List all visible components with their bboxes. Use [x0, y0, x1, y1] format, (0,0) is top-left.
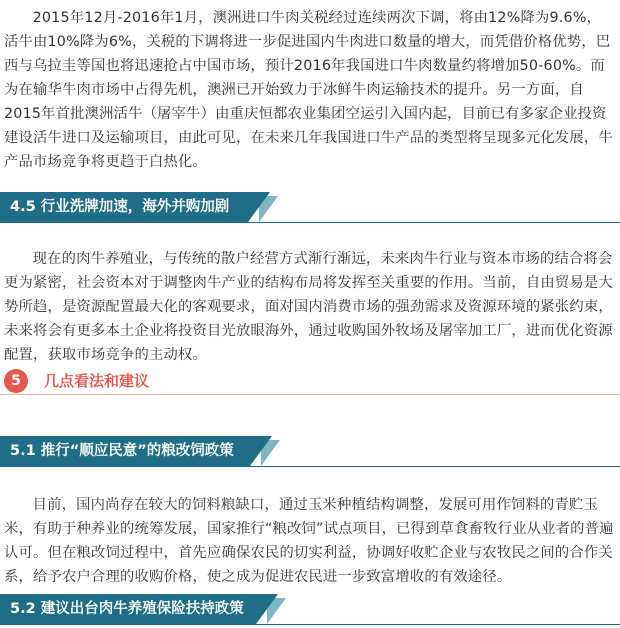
- tab-arrow: [250, 436, 272, 466]
- paragraph-grain-to-feed: 目前，国内尚存在较大的饲料粮缺口，通过玉米种植结构调整，发展可用作饲料的青贮玉米，有助于种养业的统筹发展，国家推行“粮改饲”试点项目，已得到草食畜牧行业从业者的普遍认可。但在粮改饲过程中，首先应确保农民的切实利益，协调好收贮企业与农牧民之间的合作关系，给予农户合理的收购价格，使之成为促进农民进一步致富增收的有效途径。: [4, 497, 614, 585]
- tab-arrow: [256, 594, 278, 624]
- heading-5-2: 5.2 建议出台肉牛养殖保险扶持政策: [10, 601, 244, 617]
- heading-tab: [0, 594, 256, 624]
- heading-bar-5-1: [0, 436, 620, 467]
- section-5-title: 几点看法和建议: [44, 372, 150, 390]
- heading-bar-4-5: [0, 192, 620, 223]
- section-number-badge: 5: [4, 369, 28, 393]
- section-5-header: [0, 367, 620, 395]
- paragraph-industry-reshuffle: 现在的肉牛养殖业，与传统的散户经营方式渐行渐远，未来肉牛行业与资本市场的结合将会更为紧密，社会资本对于调整肉牛产业的结构布局将发挥至关重要的作用。当前，自由贸易是大势所趋，是资源配置最大化的客观要求，面对国内消费市场的强劲需求及资源环境的紧张约束，未来将会有更多本土企业将投资目光放眼海外，通过收购国外牧场及屠宰加工厂，进而优化资源配置，获取市场竞争的主动权。: [4, 251, 613, 363]
- section-divider: [0, 394, 620, 395]
- tab-arrow: [248, 192, 270, 222]
- heading-4-5: 4.5 行业洗牌加速，海外并购加剧: [10, 199, 230, 215]
- heading-5-1: 5.1 推行“顺应民意”的粮改饲政策: [10, 443, 234, 459]
- heading-bar-5-2: [0, 594, 620, 625]
- paragraph-beef-import: 2015年12月-2016年1月，澳洲进口牛肉关税经过连续两次下调，将由12%降为9.6%， 活牛由10%降为6%，关税的下调将进一步促进国内牛肉进口数量的增大，而凭借价格优势，巴西与乌拉圭等国也将迅速抢占中国市场，预计2016年我国进口牛肉数量约将增加50-60%。而为在输华牛肉市场中占得先机，澳洲已开始致力于冰鲜牛肉运输技术的提升。另一方面，自2015年首批澳洲活牛（屠宰牛）由重庆恒都农业集团空运引入国内起，目前已有多家企业投资建设活牛进口及运输项目，由此可见，在未来几年我国进口牛产品的类型将呈现多元化发展，牛产品市场竞争将更趋于白热化。: [4, 10, 613, 170]
- heading-tab: [0, 436, 250, 466]
- heading-tab: [0, 192, 248, 222]
